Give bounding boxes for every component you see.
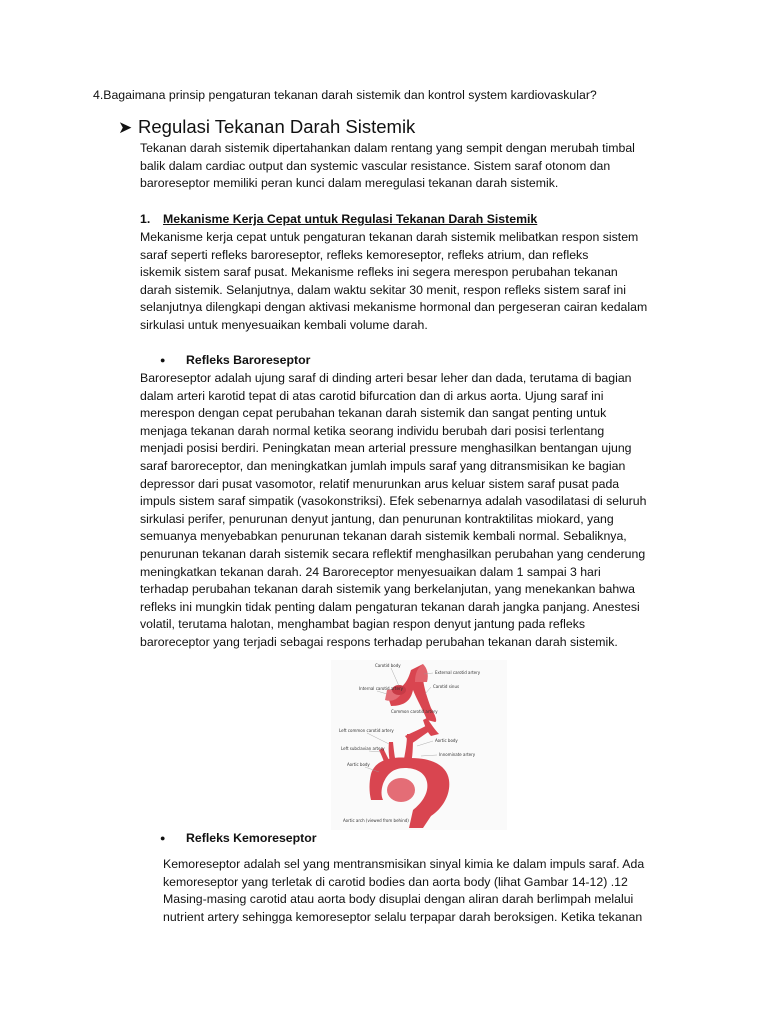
bullet-baroreceptor: [160, 352, 310, 369]
label-left-subclavian: Left subclavian artery: [341, 746, 385, 751]
section-1-title: Mekanisme Kerja Cepat untuk Regulasi Tekanan Darah Sistemik: [163, 212, 538, 226]
heading-title: Regulasi Tekanan Darah Sistemik: [138, 116, 416, 137]
label-carotid-body: Carotid body: [375, 663, 401, 668]
bullet-label: Refleks Baroreseptor: [186, 353, 311, 367]
label-internal-carotid: Internal carotid artery: [359, 686, 403, 691]
label-common-carotid: Common carotid artery: [391, 709, 438, 714]
label-carotid-sinus: Carotid sinus: [433, 684, 460, 689]
section-1-number: 1.: [140, 212, 151, 226]
carotid-bifurcation-drawing: [385, 664, 439, 736]
bullet-dot-icon: ●: [160, 833, 166, 843]
bullet-dot-icon: ●: [160, 355, 166, 365]
label-aortic-body-1: Aortic body: [435, 738, 458, 743]
question-text: 4.Bagaimana prinsip pengaturan tekanan darah sistemik dan kontrol system kardiovaskular?: [93, 88, 597, 102]
anatomy-illustration: [331, 660, 507, 830]
chemoreceptor-paragraph: Kemoreseptor adalah sel yang mentransmisikan sinyal kimia ke dalam impuls saraf. Ada kemoreseptor yang terletak di carotid bodies dan aorta body (lihat Gambar 14-12) .12 Masing-masing carotid atau aorta body disuplai dengan aliran darah berlimpah melalui nutrient artery sehingga kemoreseptor selalu terpapar darah beroksigen. Ketika tekanan: [163, 857, 645, 924]
bullet-label: Refleks Kemoreseptor: [186, 831, 317, 845]
bullet-chemoreceptor: [160, 830, 317, 847]
label-aortic-arch: Aortic arch (viewed from behind): [343, 818, 409, 823]
section-heading: [118, 116, 415, 139]
label-left-common-carotid: Left common carotid artery: [339, 728, 394, 733]
label-innominate: Innominate artery: [439, 752, 476, 757]
arrow-bullet-icon: ➤: [118, 118, 133, 137]
carotid-aorta-anatomy-figure: [331, 660, 507, 830]
label-external-carotid: External carotid artery: [435, 670, 481, 675]
intro-paragraph: Tekanan darah sistemik dipertahankan dalam rentang yang sempit dengan merubah timbal balik dalam cardiac output dan systemic vascular resistance. Sistem saraf otonom dan baroreseptor memiliki peran kunci dalam meregulasi tekanan darah sistemik.: [140, 141, 635, 191]
label-aortic-body-2: Aortic body: [347, 762, 370, 767]
section-1-heading: [140, 211, 537, 228]
baroreceptor-paragraph: Baroreseptor adalah ujung saraf di dinding arteri besar leher dan dada, terutama di bagian dalam arteri karotid tepat di atas carotid bifurcation dan di arkus aorta. Ujung saraf ini merespon dengan cepat perubahan tekanan darah sistemik dan sangat penting untuk menjaga tekanan darah normal ketika seorang individu berubah dari posisi terlentang menjadi posisi berdiri. Peningkatan mean arterial pressure menghasilkan bentangan ujung saraf baroreceptor, dan meningkatkan jumlah impuls saraf yang ditransmisikan ke bagian depressor dari pusat vasomotor, relatif menurunkan arus keluar sistem saraf pusat pada impuls sistem saraf simpatik (vasokonstriksi). Efek sebenarnya adalah vasodilatasi di seluruh sirkulasi perifer, penurunan denyut jantung, dan penurunan kontraktilitas miokard, yang semuanya menyebabkan penurunan tekanan darah sistemik kembali normal. Sebaliknya, penurunan tekanan darah sistemik secara reflektif menghasilkan perubahan yang cenderung meningkatkan tekanan darah. 24 Baroreceptor menyesuaikan dalam 1 sampai 3 hari terhadap perubahan tekanan darah sistemik yang berkelanjutan, yang menekankan bahwa refleks ini mungkin tidak penting dalam pengaturan tekanan darah jangka panjang. Anestesi volatil, terutama halotan, menghambat bagian respon denyut jantung pada refleks baroreceptor yang terjadi sebagai respons terhadap perubahan tekanan darah sistemik.: [140, 371, 647, 649]
section-1-paragraph: Mekanisme kerja cepat untuk pengaturan tekanan darah sistemik melibatkan respon sistem saraf seperti refleks baroreseptor, refleks kemoreseptor, refleks atrium, dan refleks iskemik sistem saraf pusat. Mekanisme refleks ini segera merespon perubahan tekanan darah sistemik. Selanjutnya, dalam waktu sekitar 30 menit, respon refleks sistem saraf ini selanjutnya dilengkapi dengan aktivasi mekanisme hormonal dan pergeseran cairan kedalam sirkulasi untuk menyesuaikan kembali volume darah.: [140, 230, 648, 332]
